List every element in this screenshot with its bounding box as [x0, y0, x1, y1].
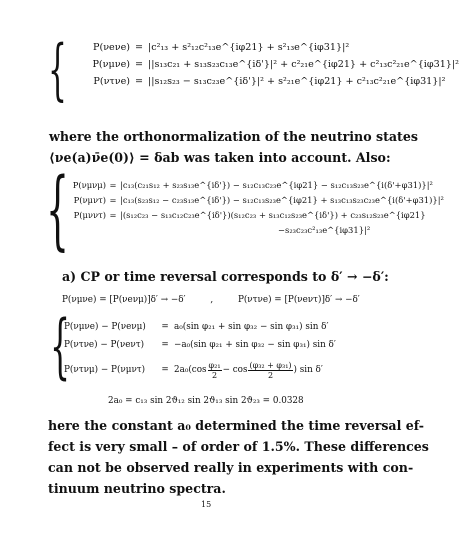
text-line: ⟨νe(a)ν̄e(0)⟩ = δab was taken into account. Also: — [49, 150, 391, 165]
equation-lhs: P(νμνμ) — [72, 180, 106, 190]
inline-relation — [62, 295, 360, 306]
equation-line — [60, 210, 444, 225]
fraction-numerator: (φ₃₂ + φ₃₁) — [249, 360, 292, 370]
equals-sign: = — [161, 322, 169, 332]
equation-line — [60, 225, 444, 240]
centered-equation: 2a₀ = c₁₃ sin 2ϑ₁₂ sin 2ϑ₁₃ sin 2ϑ₂₃ = 0.0328 — [108, 396, 304, 406]
paragraph-orthonormalization — [49, 126, 418, 168]
equation-line — [64, 358, 336, 382]
equation-line — [66, 59, 459, 76]
equals-sign: = — [134, 76, 144, 87]
relation-part-1: P(νμνe) = [P(νeνμ)]δ′ → −δ′ — [62, 295, 186, 305]
equation-block-2 — [60, 180, 444, 240]
fraction-denominator: 2 — [212, 370, 218, 380]
equation-line — [64, 322, 336, 340]
equation-lhs: P(ντνμ) − P(νμντ) — [64, 364, 146, 375]
fraction-numerator: φ₂₁ — [208, 360, 221, 370]
equation-rhs: |c₁₃(s₂₃s₁₂ − c₂₃s₁₃e^{iδ'}) − s₁₂c₁₃s₂₃e^{iφ21} + s₁₃c₁₃s₂₃c₂₃e^{i(δ'+φ31)}|² — [120, 195, 444, 205]
fraction — [208, 361, 222, 380]
equals-sign: = — [161, 364, 169, 375]
equation-line — [60, 195, 444, 210]
page-number: 15 — [201, 500, 212, 509]
equation-rhs: ||s₁₃c₂₁ + s₁₃s₂₃c₁₃e^{iδ'}|² + c²₂₁e^{iφ21} + c²₁₃c²₂₁e^{iφ31}|² — [148, 59, 459, 70]
relation-separator: , — [210, 295, 214, 305]
equals-sign: = — [109, 210, 117, 220]
equation-rhs: |c₁₃(c₂₁s₁₂ + s₂₃s₁₃e^{iδ'}) − s₁₂c₁₃c₂₃e^{iφ21} − s₁₂c₁₃s₂₃e^{i(δ'+φ31)}|² — [120, 180, 433, 190]
equals-sign: = — [109, 195, 117, 205]
equals-sign: = — [109, 180, 117, 190]
equation-block-3 — [64, 322, 336, 382]
equation-lhs: P(νeνe) — [93, 42, 130, 53]
equation-rhs: a₀(sin φ₂₁ + sin φ₃₂ − sin φ₃₁) sin δ′ — [174, 322, 329, 332]
equals-sign: = — [134, 42, 144, 53]
equation-block-1 — [66, 42, 459, 93]
equation-lhs: P(μνντ) — [73, 210, 106, 220]
equation-rhs-part: − cos — [222, 364, 248, 375]
brace-block3: { — [50, 305, 71, 387]
equation-rhs: −a₀(sin φ₂₁ + sin φ₃₂ − sin φ₃₁) sin δ′ — [174, 340, 336, 350]
text-line: can not be observed really in experiments with con- — [48, 460, 414, 475]
fraction-denominator: 2 — [267, 370, 274, 380]
equation-lhs: P(νμντ) — [73, 195, 106, 205]
brace-block2: { — [46, 160, 69, 260]
equation-rhs: −s₂₃c₂₃c²₁₃e^{iφ31}|² — [278, 225, 371, 235]
equation-line — [66, 42, 459, 59]
equals-sign: = — [134, 59, 144, 70]
equation-line — [60, 180, 444, 195]
text-line: tinuum neutrino spectra. — [48, 481, 226, 496]
equation-line — [64, 340, 336, 358]
brace-block1: { — [48, 31, 67, 108]
equation-rhs-part: ) sin δ′ — [293, 364, 323, 375]
equation-rhs: |(s₁₂c₂₃ − s₁₃c₁₂c₂₃e^{iδ'})(s₁₂c₂₃ + s₁₃c₁₂s₂₃e^{iδ'}) + c₂₃s₁₂s₂₃e^{iφ21} — [120, 210, 426, 220]
equation-line — [66, 76, 459, 93]
fraction — [248, 361, 292, 380]
equation-rhs-part: 2a₀(cos — [174, 364, 207, 375]
equation-lhs: P(νμνe) − P(νeνμ) — [64, 322, 146, 332]
section-heading-cp: a) CP or time reversal corresponds to δ′ → −δ′: — [62, 269, 389, 284]
equation-lhs: P(ντνe) — [93, 76, 130, 87]
equation-lhs: P(ντνe) − P(νeντ) — [64, 340, 145, 350]
equation-lhs: P(νμνe) — [92, 59, 130, 70]
text-line: fect is very small – of order of 1.5%. These differences — [48, 439, 429, 454]
equals-sign: = — [161, 340, 169, 350]
text-line: where the orthonormalization of the neutrino states — [49, 129, 418, 144]
equation-rhs: |c²₁₃ + s²₁₂c²₁₃e^{iφ21} + s²₁₃e^{iφ31}|² — [148, 42, 350, 53]
text-line: here the constant a₀ determined the time reversal ef- — [48, 418, 424, 433]
paragraph-time-reversal — [48, 415, 429, 499]
relation-part-2: P(ντνe) = [P(νeντ)]δ′ → −δ′ — [237, 295, 360, 305]
equation-rhs: ||s₁₂s₂₃ − s₁₃c₂₃e^{iδ'}|² + s²₂₁e^{iφ21} + c²₁₃c²₂₁e^{iφ31}|² — [148, 76, 446, 87]
